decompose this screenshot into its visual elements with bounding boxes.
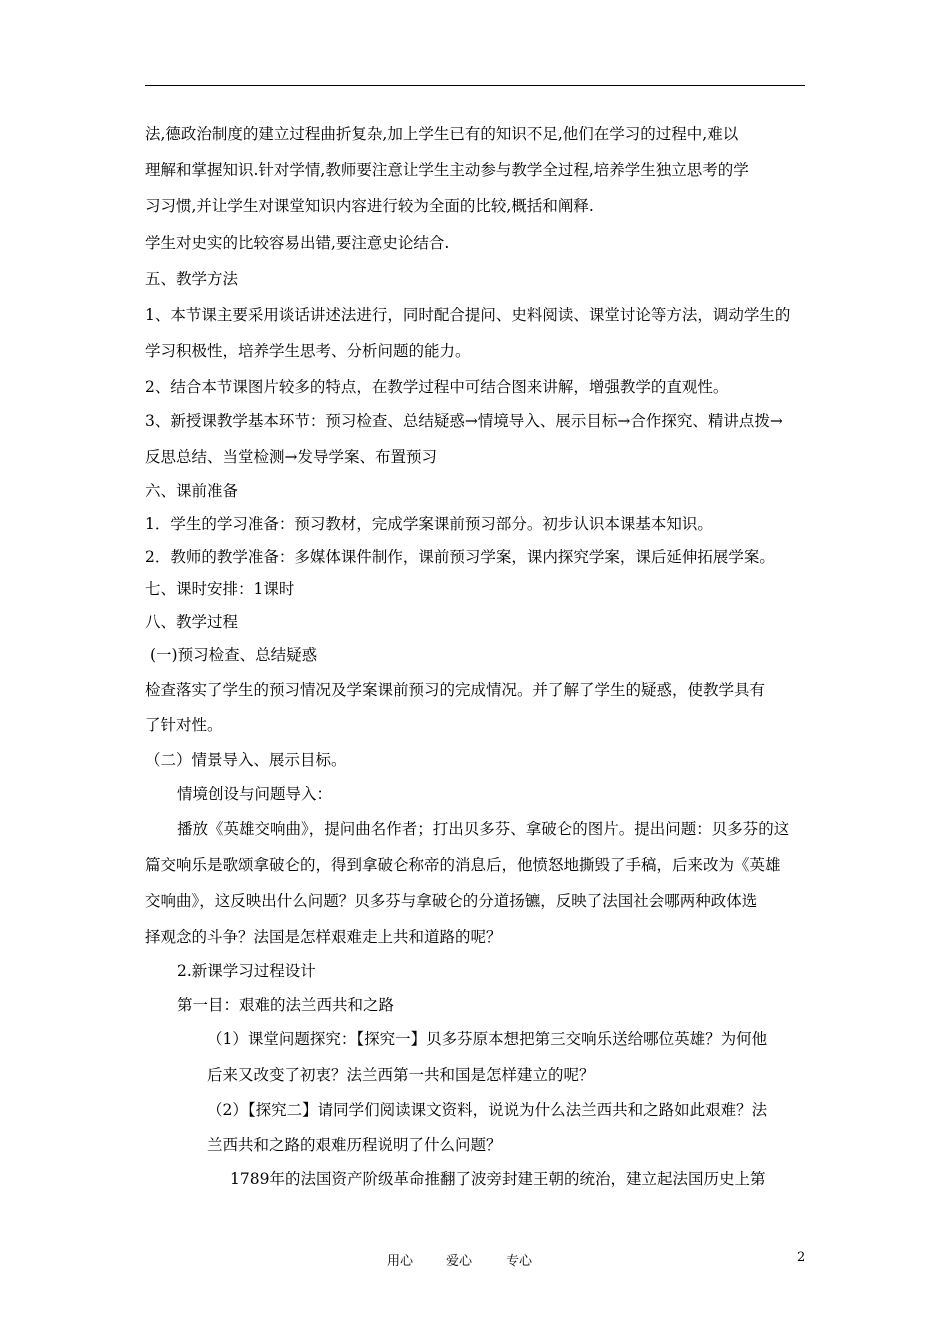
text-line: 播放《英雄交响曲》，提问曲名作者；打出贝多芬、拿破仑的图片。提出问题：贝多芬的这 — [177, 820, 790, 838]
section-heading: 八、教学过程 — [145, 613, 239, 631]
text-line: 学习积极性，培养学生思考、分析问题的能力。 — [145, 342, 471, 360]
text-line: 第一目：艰难的法兰西共和之路 — [177, 996, 395, 1014]
text-line: 检查落实了学生的预习情况及学案课前预习的完成情况。并了解了学生的疑惑，使教学具有 — [145, 681, 766, 699]
text-line: 择观念的斗争？法国是怎样艰难走上共和道路的呢？ — [145, 928, 502, 946]
text-line: 习习惯,并让学生对课堂知识内容进行较为全面的比较,概括和阐释. — [145, 197, 594, 215]
text-line: 1．学生的学习准备：预习教材，完成学案课前预习部分。初步认识本课基本知识。 — [145, 515, 713, 533]
footer-motto-1: 用心 — [387, 1254, 414, 1269]
section-heading: 五、教学方法 — [145, 270, 239, 288]
text-line: （2）【探究二】请同学们阅读课文资料，说说为什么法兰西共和之路如此艰难？法 — [207, 1101, 768, 1119]
section-heading: 六、课前准备 — [145, 482, 239, 500]
page-number: 2 — [797, 1250, 806, 1265]
text-line: 后来又改变了初衷？法兰西第一共和国是怎样建立的呢？ — [207, 1066, 595, 1084]
footer-motto-2: 爱心 — [446, 1254, 473, 1269]
text-line: 2．教师的教学准备：多媒体课件制作，课前预习学案，课内探究学案，课后延伸拓展学案。 — [145, 548, 775, 566]
text-line: 了针对性。 — [145, 716, 223, 734]
text-line: 3、新授课教学基本环节：预习检查、总结疑惑→情境导入、展示目标→合作探究、精讲点拨→ — [145, 412, 783, 430]
text-line: （1）课堂问题探究：【探究一】贝多芬原本想把第三交响乐送给哪位英雄？为何他 — [207, 1030, 768, 1048]
footer-motto-3: 专心 — [506, 1254, 533, 1269]
text-line: 兰西共和之路的艰难历程说明了什么问题？ — [207, 1136, 502, 1154]
text-line: 1、本节课主要采用谈话讲述法进行，同时配合提问、史料阅读、课堂讨论等方法，调动学生的 — [145, 306, 791, 324]
text-line: 情境创设与问题导入： — [177, 785, 333, 803]
header-rule — [145, 85, 805, 86]
text-line: 法,德政治制度的建立过程曲折复杂,加上学生已有的知识不足,他们在学习的过程中,难以 — [145, 125, 739, 143]
text-line: 2、结合本节课图片较多的特点，在教学过程中可结合图来讲解，增强教学的直观性。 — [145, 378, 729, 396]
text-line: 学生对史实的比较容易出错,要注意史论结合. — [145, 234, 450, 252]
text-line: 理解和掌握知识.针对学情,教师要注意让学生主动参与教学全过程,培养学生独立思考的学 — [145, 161, 749, 179]
section-heading: 七、课时安排：1课时 — [145, 580, 295, 598]
text-line: 反思总结、当堂检测→发导学案、布置预习 — [145, 448, 437, 466]
text-line: 交响曲》，这反映出什么问题？贝多芬与拿破仑的分道扬镳，反映了法国社会哪两种政体选 — [145, 892, 758, 910]
text-line: 篇交响乐是歌颂拿破仑的，得到拿破仑称帝的消息后，他愤怒地撕毁了手稿，后来改为《英雄 — [145, 856, 781, 874]
subsection-heading: （二）情景导入、展示目标。 — [145, 751, 347, 769]
subsection-heading: (一)预习检查、总结疑惑 — [150, 646, 318, 664]
text-line: 2.新课学习过程设计 — [177, 962, 316, 980]
text-line: 1789年的法国资产阶级革命推翻了波旁封建王朝的统治，建立起法国历史上第 — [230, 1170, 766, 1188]
